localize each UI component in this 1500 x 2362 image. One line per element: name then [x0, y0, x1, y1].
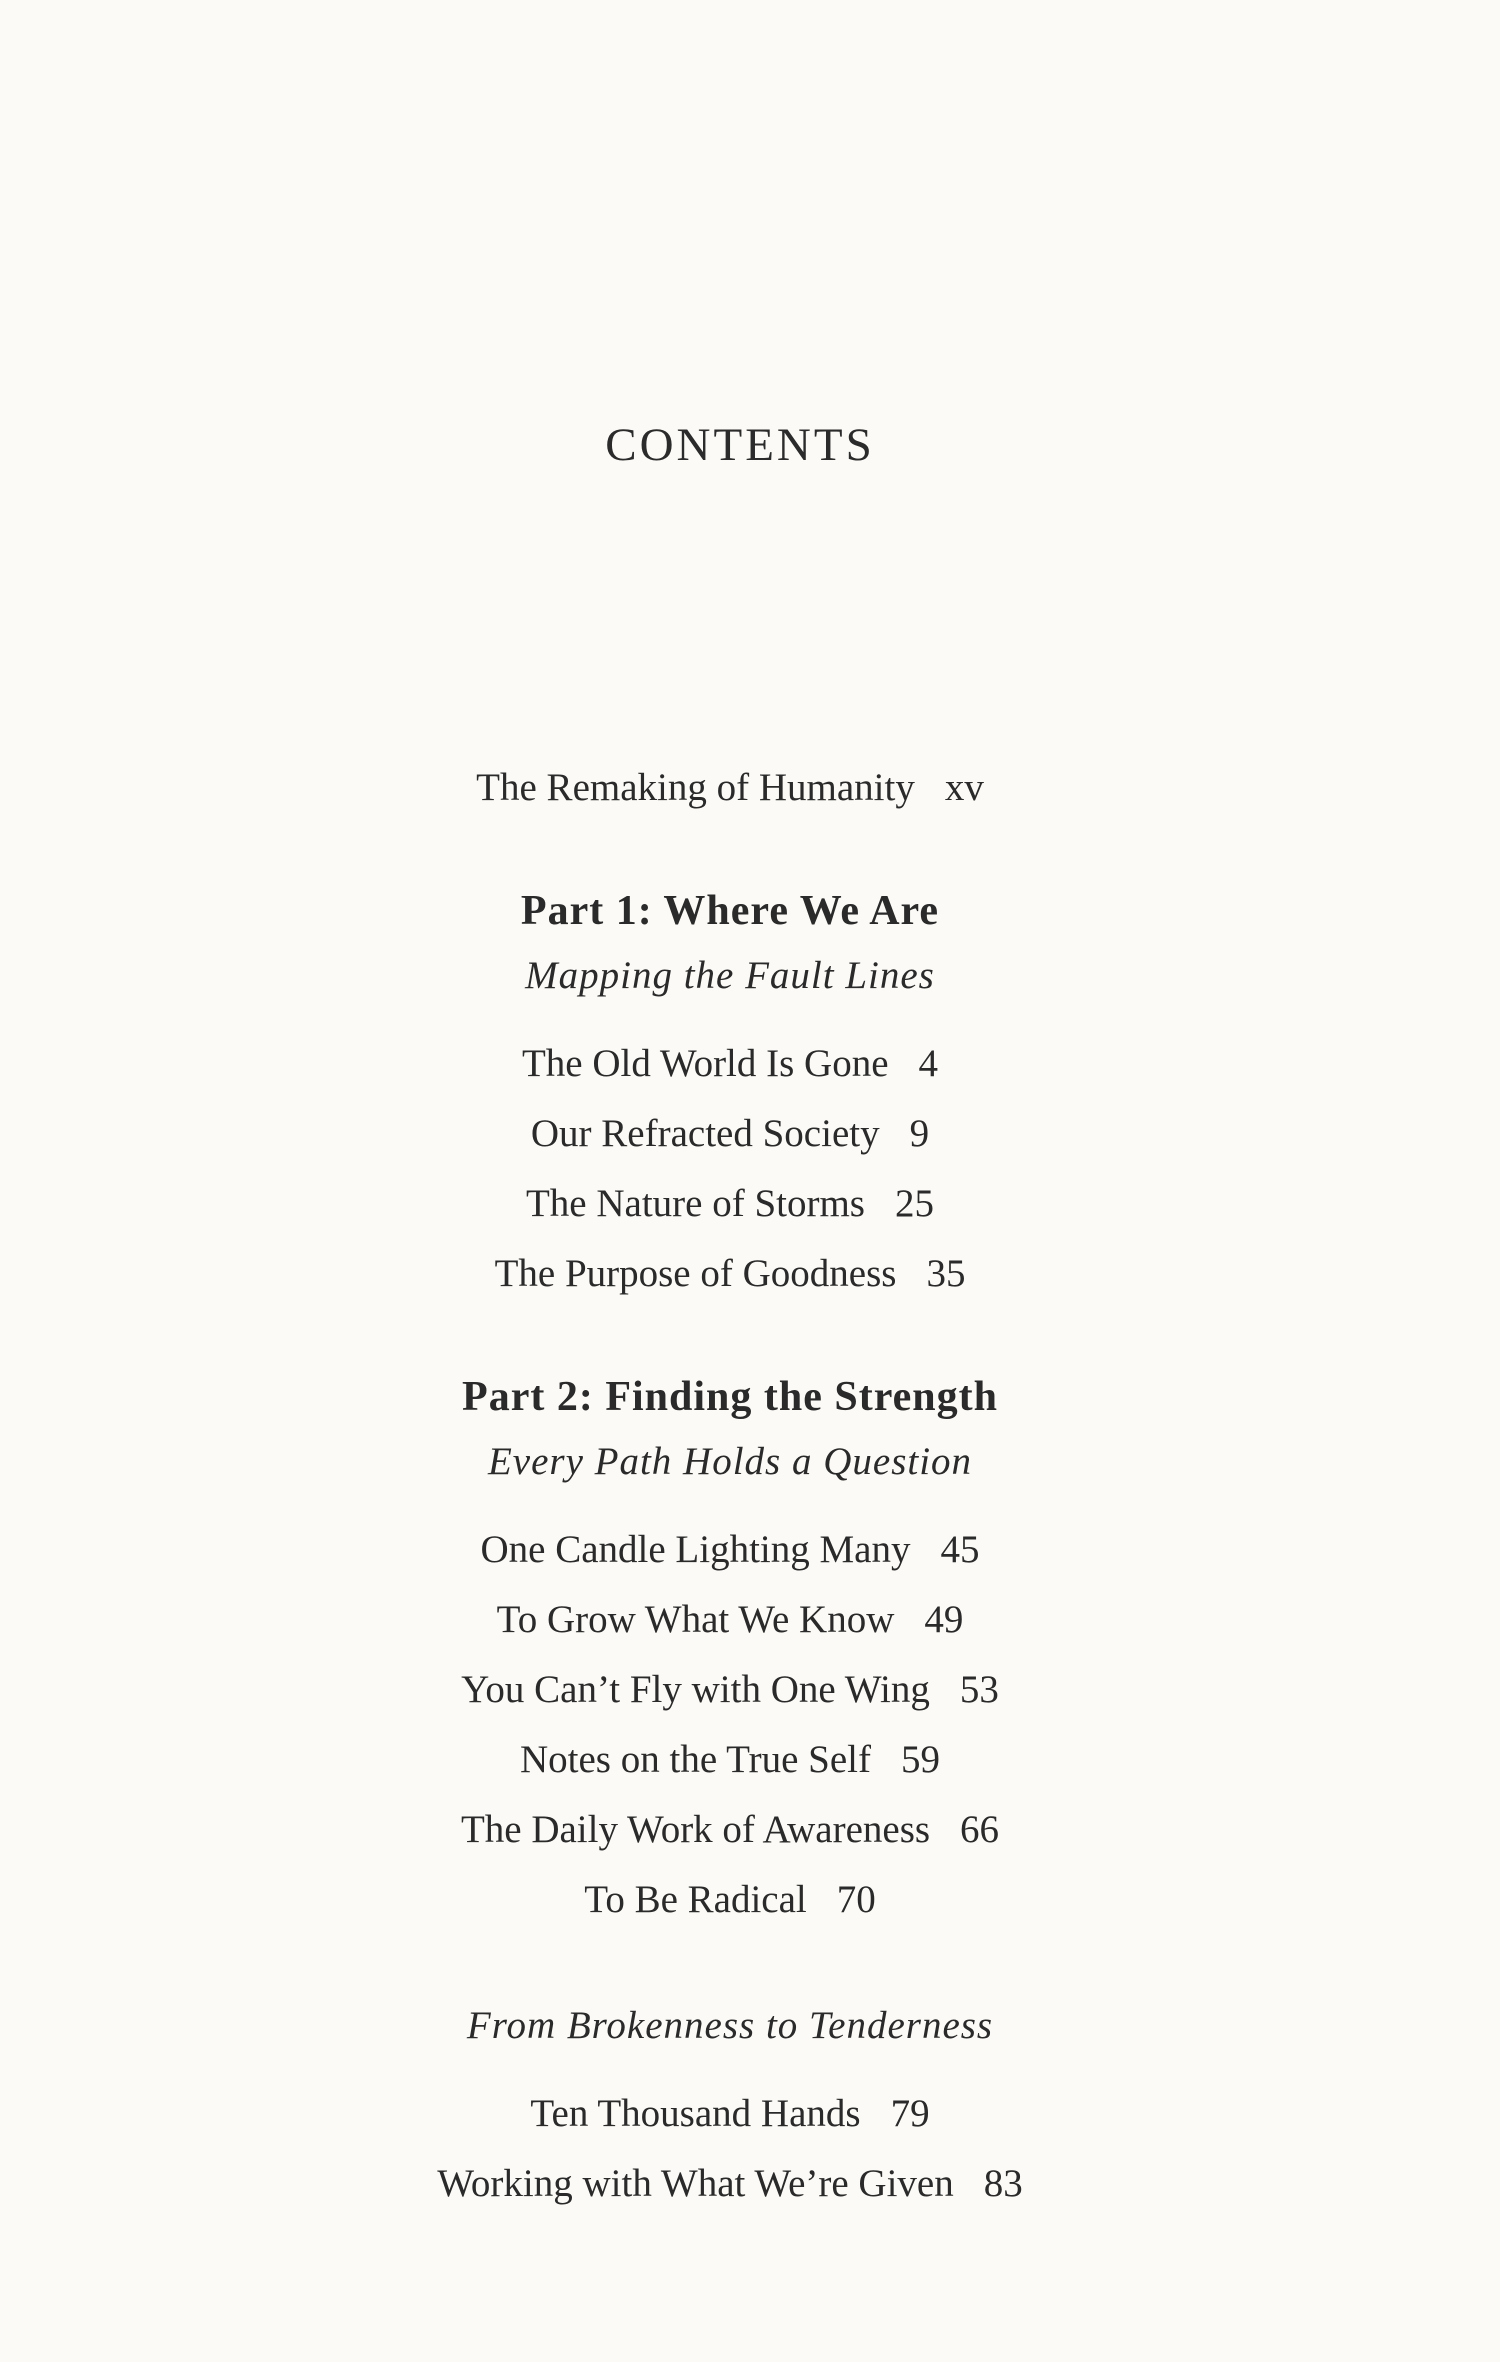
toc-entry-page: xv [944, 766, 984, 809]
toc-entry-label: The Daily Work of Awareness [460, 1808, 931, 1851]
toc-entry-label: The Nature of Storms [525, 1182, 865, 1225]
part1-heading: Part 1: Where We Are [520, 888, 940, 934]
toc-entry-page: 49 [924, 1598, 964, 1641]
toc-entry[interactable] [0, 1880, 1460, 1919]
part2-subtitle: Every Path Holds a Question [487, 1440, 973, 1483]
toc-entry-label: To Be Radical [584, 1878, 807, 1921]
toc-entry-label: The Remaking of Humanity [476, 766, 915, 809]
toc-entry-page: 25 [895, 1182, 934, 1225]
toc-entry-label: The Old World Is Gone [521, 1042, 889, 1085]
toc-entry-page: 9 [909, 1112, 930, 1155]
toc-entry-page: 70 [836, 1878, 876, 1921]
toc-entry[interactable] [0, 1114, 1460, 1153]
toc-entry[interactable] [0, 2164, 1460, 2203]
toc-entry-label: Ten Thousand Hands [530, 2092, 861, 2135]
toc-entry-label: Our Refracted Society [530, 1112, 880, 1155]
section3-subtitle: From Brokenness to Tenderness [466, 2004, 994, 2047]
part2-heading: Part 2: Finding the Strength [462, 1374, 998, 1420]
toc-entry[interactable] [0, 1740, 1460, 1779]
toc-entry[interactable] [0, 1254, 1460, 1293]
page-title: CONTENTS [605, 419, 875, 471]
toc-entry-label: The Purpose of Goodness [494, 1252, 897, 1295]
toc-entry-label: One Candle Lighting Many [480, 1528, 911, 1571]
toc-entry-page: 83 [983, 2162, 1023, 2205]
toc-entry-page: 45 [940, 1528, 980, 1571]
part1-subtitle: Mapping the Fault Lines [525, 954, 935, 997]
toc-entry-label: To Grow What We Know [496, 1598, 895, 1641]
toc-entry-label: You Can’t Fly with One Wing [461, 1668, 930, 1711]
toc-entry-label: Notes on the True Self [520, 1738, 871, 1781]
toc-entry[interactable] [0, 1530, 1460, 1569]
toc-entry-page: 66 [960, 1808, 1000, 1851]
toc-entry-page: 53 [959, 1668, 999, 1711]
toc-entry[interactable] [0, 1810, 1460, 1849]
toc-entry[interactable] [0, 1600, 1460, 1639]
toc-entry-intro[interactable] [0, 768, 1460, 807]
toc-entry[interactable] [0, 1044, 1460, 1083]
toc-entry[interactable] [0, 1670, 1460, 1709]
toc-entry[interactable] [0, 1184, 1460, 1223]
toc-entry[interactable] [0, 2094, 1460, 2133]
toc-entry-page: 79 [890, 2092, 930, 2135]
toc-entry-page: 35 [926, 1252, 966, 1295]
toc-entry-page: 4 [918, 1042, 939, 1085]
toc-entry-label: Working with What We’re Given [437, 2162, 954, 2205]
toc-entry-page: 59 [901, 1738, 940, 1781]
